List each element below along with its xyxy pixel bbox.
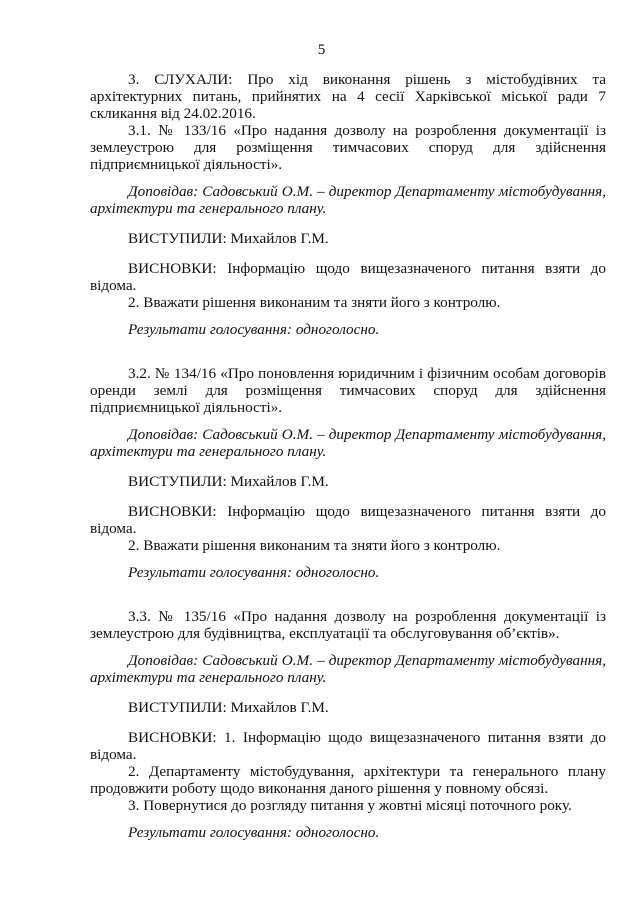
item-3-1-speakers: ВИСТУПИЛИ: Михайлов Г.М. [128,230,329,247]
item-3-2-title: 3.2. № 134/16 «Про поновлення юридичним і фізичним особам договорів оренди землі для розміщення тимчасових споруд для здійснення підприємницької діяльності». [90,365,606,416]
item-3-2-conclusion-1: ВИСНОВКИ: Інформацію щодо вищезазначеного питання взяти до відома. [90,503,606,537]
item-3-3-title: 3.3. № 135/16 «Про надання дозволу на розроблення документації із землеустрою для будівництва, експлуатації та обслуговування об’єктів». [90,608,606,642]
item-3-3-speakers: ВИСТУПИЛИ: Михайлов Г.М. [128,699,329,716]
item-3-1-conclusion-1: ВИСНОВКИ: Інформацію щодо вищезазначеного питання взяти до відома. [90,260,606,294]
document-body [90,71,606,841]
item-3-3-reporter: Доповідав: Садовський О.М. – директор Департаменту містобудування, архітектури та генерального плану. [90,652,606,686]
heard-paragraph: 3. СЛУХАЛИ: Про хід виконання рішень з містобудівних та архітектурних питань, прийнятих на 4 сесії Харківської міської ради 7 скликання від 24.02.2016. [90,71,606,122]
item-3-1-conclusion-2: 2. Вважати рішення виконаним та зняти його з контролю. [128,294,501,311]
item-3-2-conclusion-2: 2. Вважати рішення виконаним та зняти його з контролю. [128,537,501,554]
item-3-3-vote: Результати голосування: одноголосно. [128,824,380,841]
item-3-2-reporter: Доповідав: Садовський О.М. – директор Департаменту містобудування, архітектури та генерального плану. [90,426,606,460]
item-3-3-conclusion-2: 2. Департаменту містобудування, архітектури та генерального плану продовжити роботу щодо виконання даного рішення у повному обсязі. [90,763,606,797]
item-3-1-vote: Результати голосування: одноголосно. [128,321,380,338]
item-3-2-speakers: ВИСТУПИЛИ: Михайлов Г.М. [128,473,329,490]
item-3-3-conclusion-1: ВИСНОВКИ: 1. Інформацію щодо вищезазначеного питання взяти до відома. [90,729,606,763]
item-3-1-reporter: Доповідав: Садовський О.М. – директор Департаменту містобудування, архітектури та генерального плану. [90,183,606,217]
item-3-2-vote: Результати голосування: одноголосно. [128,564,380,581]
item-3-1-title: 3.1. № 133/16 «Про надання дозволу на розроблення документації із землеустрою для розміщення тимчасових споруд для здійснення підприємницької діяльності». [90,122,606,173]
page-number: 5 [317,41,326,58]
item-3-3-conclusion-3: 3. Повернутися до розгляду питання у жовтні місяці поточного року. [128,797,572,814]
